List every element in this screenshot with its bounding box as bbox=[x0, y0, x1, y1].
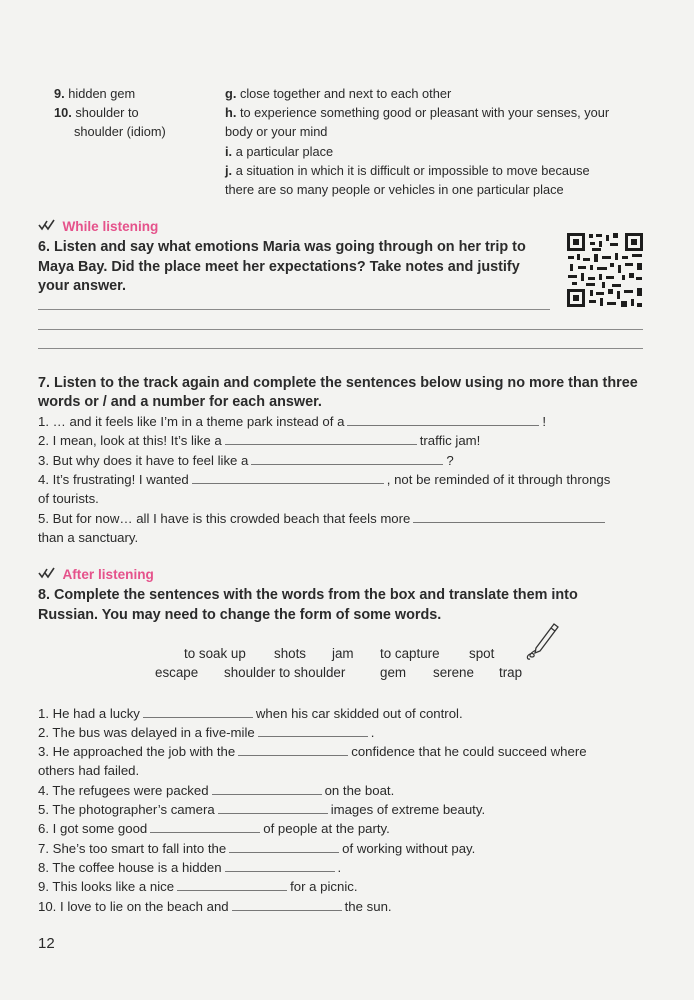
answer-blank[interactable] bbox=[192, 471, 384, 484]
definition-j-continuation: there are so many people or vehicles in one particular place bbox=[225, 182, 564, 197]
sentence-end: the sun. bbox=[344, 899, 392, 914]
task7-item-2 bbox=[38, 431, 480, 450]
answer-blank[interactable] bbox=[232, 898, 342, 911]
definition-letter: i. bbox=[225, 144, 233, 159]
sentence-end: when his car skidded out of control. bbox=[255, 706, 463, 721]
vocab-number: 10. bbox=[54, 105, 72, 120]
task7-item-1 bbox=[38, 412, 546, 431]
task8-sentence-3-continuation: others had failed. bbox=[38, 763, 140, 778]
task6-line3: your answer. bbox=[38, 278, 126, 294]
sentence-start: 9. This looks like a nice bbox=[38, 879, 175, 894]
checkmark-icon bbox=[38, 566, 58, 584]
sentence-end: , not be reminded of it through throngs bbox=[386, 472, 611, 487]
task8-sentence-5 bbox=[38, 800, 485, 819]
while-listening-heading bbox=[38, 218, 158, 236]
sentence-end: confidence that he could succeed where bbox=[351, 744, 587, 759]
vocab-number: 9. bbox=[54, 86, 65, 101]
answer-blank[interactable] bbox=[225, 432, 417, 445]
answer-blank[interactable] bbox=[347, 413, 539, 426]
definition-g bbox=[225, 84, 451, 103]
section-heading-text: While listening bbox=[62, 219, 159, 234]
vocab-term: hidden gem bbox=[68, 86, 136, 101]
box-word: shoulder to shoulder bbox=[224, 665, 346, 680]
sentence-start: 4. The refugees were packed bbox=[38, 783, 209, 798]
box-word: trap bbox=[499, 665, 523, 680]
task7-item-4-continuation: of tourists. bbox=[38, 491, 99, 506]
sentence-end: images of extreme beauty. bbox=[330, 802, 486, 817]
task8-sentence-6 bbox=[38, 819, 390, 838]
sentence-end: traffic jam! bbox=[419, 433, 481, 448]
sentence-end: for a picnic. bbox=[290, 879, 358, 894]
task8-sentence-3 bbox=[38, 742, 587, 761]
box-word: serene bbox=[433, 665, 474, 680]
sentence-end: ! bbox=[542, 414, 547, 429]
box-word: shots bbox=[274, 646, 307, 661]
vocab-item-10 bbox=[54, 103, 139, 122]
sentence-start: 4. It’s frustrating! I wanted bbox=[38, 472, 189, 487]
task8-line1: 8. Complete the sentences with the words from the box and translate them into bbox=[38, 587, 578, 603]
answer-blank[interactable] bbox=[229, 840, 339, 853]
sentence-start: 6. I got some good bbox=[38, 821, 148, 836]
task6-line2: Maya Bay. Did the place meet her expectations? Take notes and justify bbox=[38, 259, 520, 275]
answer-blank[interactable] bbox=[251, 452, 443, 465]
sentence-start: 5. But for now… all I have is this crowded beach that feels more bbox=[38, 511, 411, 526]
page-number: 12 bbox=[38, 935, 55, 952]
answer-blank[interactable] bbox=[238, 743, 348, 756]
definition-text: a particular place bbox=[235, 144, 334, 159]
box-word: spot bbox=[469, 646, 495, 661]
sentence-end: . bbox=[337, 860, 342, 875]
vocab-term-continuation: shoulder (idiom) bbox=[74, 124, 166, 139]
section-heading-text: After listening bbox=[62, 567, 154, 582]
sentence-start: 3. But why does it have to feel like a bbox=[38, 453, 249, 468]
answer-blank[interactable] bbox=[143, 705, 253, 718]
task8-sentence-2 bbox=[38, 723, 374, 742]
answer-blank[interactable] bbox=[413, 510, 605, 523]
after-listening-heading bbox=[38, 566, 154, 584]
answer-line[interactable] bbox=[38, 309, 550, 310]
box-word: gem bbox=[380, 665, 407, 680]
task7-item-4 bbox=[38, 470, 610, 489]
box-word: to soak up bbox=[184, 646, 246, 661]
definition-h-continuation: body or your mind bbox=[225, 124, 328, 139]
definition-j bbox=[225, 161, 590, 180]
box-word: escape bbox=[155, 665, 199, 680]
sentence-start: 1. He had a lucky bbox=[38, 706, 140, 721]
answer-blank[interactable] bbox=[258, 724, 368, 737]
task7-item-5 bbox=[38, 509, 608, 528]
sentence-end: of people at the party. bbox=[263, 821, 390, 836]
definition-letter: j. bbox=[225, 163, 233, 178]
sentence-start: 2. The bus was delayed in a five-mile bbox=[38, 725, 255, 740]
sentence-start: 5. The photographer’s camera bbox=[38, 802, 215, 817]
definition-h bbox=[225, 103, 609, 122]
answer-blank[interactable] bbox=[150, 820, 260, 833]
box-word: to capture bbox=[380, 646, 440, 661]
definition-letter: h. bbox=[225, 105, 237, 120]
definition-letter: g. bbox=[225, 86, 237, 101]
definition-i bbox=[225, 142, 333, 161]
task7-item-5-continuation: than a sanctuary. bbox=[38, 530, 139, 545]
sentence-end: of working without pay. bbox=[342, 841, 476, 856]
task8-sentence-8 bbox=[38, 858, 341, 877]
task8-sentence-1 bbox=[38, 704, 463, 723]
vocab-term: shoulder to bbox=[75, 105, 139, 120]
sentence-start: 1. … and it feels like I’m in a theme park instead of a bbox=[38, 414, 345, 429]
task8-sentence-9 bbox=[38, 877, 358, 896]
answer-blank[interactable] bbox=[212, 782, 322, 795]
sentence-start: 2. I mean, look at this! It’s like a bbox=[38, 433, 222, 448]
sentence-start: 7. She’s too smart to fall into the bbox=[38, 841, 227, 856]
qr-code-icon[interactable] bbox=[566, 232, 644, 308]
vocab-item-9 bbox=[54, 84, 135, 103]
definition-text: a situation in which it is difficult or impossible to move because bbox=[235, 163, 590, 178]
sentence-start: 3. He approached the job with the bbox=[38, 744, 236, 759]
task8-line2: Russian. You may need to change the form of some words. bbox=[38, 607, 442, 623]
definition-text: close together and next to each other bbox=[239, 86, 452, 101]
answer-line[interactable] bbox=[38, 348, 643, 349]
task8-sentence-10 bbox=[38, 897, 392, 916]
sentence-end: . bbox=[370, 725, 375, 740]
checkmark-icon bbox=[38, 218, 58, 236]
task7-item-3 bbox=[38, 451, 454, 470]
sentence-end: ? bbox=[446, 453, 454, 468]
task7-line2: words or / and a number for each answer. bbox=[38, 394, 322, 410]
pen-icon bbox=[524, 621, 564, 663]
task8-sentence-7 bbox=[38, 839, 475, 858]
answer-blank[interactable] bbox=[225, 859, 335, 872]
task6-line1: 6. Listen and say what emotions Maria was going through on her trip to bbox=[38, 239, 526, 255]
sentence-start: 10. I love to lie on the beach and bbox=[38, 899, 229, 914]
task8-sentence-4 bbox=[38, 781, 394, 800]
sentence-end: on the boat. bbox=[324, 783, 395, 798]
answer-blank[interactable] bbox=[218, 801, 328, 814]
answer-blank[interactable] bbox=[177, 878, 287, 891]
task7-line1: 7. Listen to the track again and complete the sentences below using no more than three bbox=[38, 375, 638, 391]
answer-line[interactable] bbox=[38, 329, 643, 330]
definition-text: to experience something good or pleasant with your senses, your bbox=[239, 105, 610, 120]
box-word: jam bbox=[332, 646, 354, 661]
sentence-start: 8. The coffee house is a hidden bbox=[38, 860, 222, 875]
